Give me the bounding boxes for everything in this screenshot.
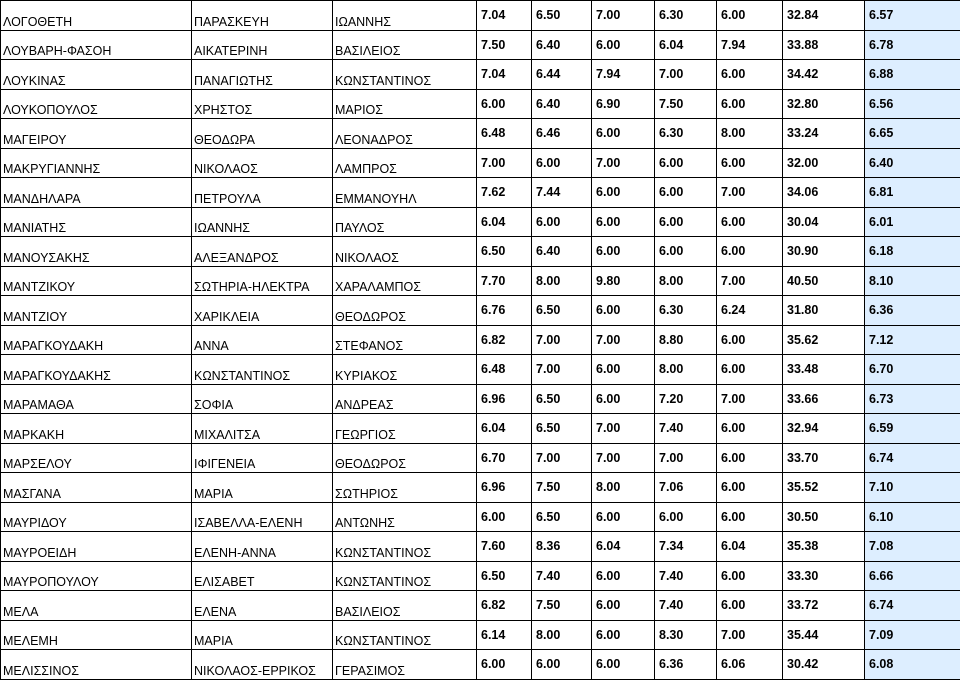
grade-2-cell: 7.00 [532, 325, 592, 355]
grade-1-cell: 6.04 [477, 207, 532, 237]
grade-2-cell: 7.00 [532, 443, 592, 473]
grade-4-cell: 7.20 [655, 384, 717, 414]
grade-4-cell: 6.00 [655, 237, 717, 267]
first-name-cell: ΜΙΧΑΛΙΤΣΑ [192, 414, 333, 444]
grade-3-cell: 6.00 [592, 650, 655, 680]
grade-5-cell: 6.00 [717, 207, 783, 237]
grade-2-cell: 6.00 [532, 207, 592, 237]
grade-1-cell: 6.00 [477, 502, 532, 532]
grade-1-cell: 7.62 [477, 178, 532, 208]
surname-cell: ΜΕΛΕΜΗ [1, 620, 192, 650]
first-name-cell: ΣΟΦΙΑ [192, 384, 333, 414]
average-cell: 6.01 [865, 207, 960, 237]
grade-3-cell: 9.80 [592, 266, 655, 296]
grade-4-cell: 7.34 [655, 532, 717, 562]
first-name-cell: ΝΙΚΟΛΑΟΣ [192, 148, 333, 178]
table-row [1, 89, 960, 119]
grade-3-cell: 6.00 [592, 561, 655, 591]
table-row [1, 148, 960, 178]
total-cell: 33.88 [783, 30, 865, 60]
average-cell: 6.74 [865, 591, 960, 621]
father-name-cell: ΚΩΝΣΤΑΝΤΙΝΟΣ [333, 561, 477, 591]
grade-4-cell: 6.30 [655, 296, 717, 326]
grade-1-cell: 6.14 [477, 620, 532, 650]
total-cell: 35.38 [783, 532, 865, 562]
grade-1-cell: 7.04 [477, 60, 532, 90]
father-name-cell: ΒΑΣΙΛΕΙΟΣ [333, 30, 477, 60]
grade-2-cell: 6.50 [532, 1, 592, 31]
surname-cell: ΜΑΡΑΓΚΟΥΔΑΚΗΣ [1, 355, 192, 385]
surname-cell: ΛΟΥΒΑΡΗ-ΦΑΣΟΗ [1, 30, 192, 60]
grade-3-cell: 7.94 [592, 60, 655, 90]
father-name-cell: ΒΑΣΙΛΕΙΟΣ [333, 591, 477, 621]
grade-3-cell: 6.90 [592, 89, 655, 119]
father-name-cell: ΝΙΚΟΛΑΟΣ [333, 237, 477, 267]
total-cell: 30.90 [783, 237, 865, 267]
first-name-cell: ΝΙΚΟΛΑΟΣ-ΕΡΡΙΚΟΣ [192, 650, 333, 680]
grade-5-cell: 6.00 [717, 148, 783, 178]
first-name-cell: ΜΑΡΙΑ [192, 473, 333, 503]
grade-1-cell: 6.48 [477, 119, 532, 149]
first-name-cell: ΘΕΟΔΩΡΑ [192, 119, 333, 149]
average-cell: 6.40 [865, 148, 960, 178]
average-cell: 7.09 [865, 620, 960, 650]
grade-3-cell: 6.00 [592, 355, 655, 385]
grade-3-cell: 6.00 [592, 296, 655, 326]
average-cell: 8.10 [865, 266, 960, 296]
grade-4-cell: 7.00 [655, 443, 717, 473]
table-row [1, 266, 960, 296]
table-row [1, 414, 960, 444]
average-cell: 7.10 [865, 473, 960, 503]
first-name-cell: ΕΛΕΝΗ-ΑΝΝΑ [192, 532, 333, 562]
grade-4-cell: 6.30 [655, 119, 717, 149]
grade-2-cell: 8.36 [532, 532, 592, 562]
grade-5-cell: 6.00 [717, 414, 783, 444]
surname-cell: ΜΕΛΑ [1, 591, 192, 621]
grade-2-cell: 6.40 [532, 237, 592, 267]
father-name-cell: ΣΤΕΦΑΝΟΣ [333, 325, 477, 355]
grade-2-cell: 7.44 [532, 178, 592, 208]
average-cell: 6.56 [865, 89, 960, 119]
first-name-cell: ΑΛΕΞΑΝΔΡΟΣ [192, 237, 333, 267]
grade-3-cell: 6.00 [592, 237, 655, 267]
average-cell: 6.70 [865, 355, 960, 385]
surname-cell: ΜΑΡΑΜΑΘΑ [1, 384, 192, 414]
table-row [1, 60, 960, 90]
surname-cell: ΜΑΥΡΟΠΟΥΛΟΥ [1, 561, 192, 591]
father-name-cell: ΑΝΔΡΕΑΣ [333, 384, 477, 414]
grade-1-cell: 7.60 [477, 532, 532, 562]
surname-cell: ΜΑΝΟΥΣΑΚΗΣ [1, 237, 192, 267]
grade-3-cell: 6.00 [592, 502, 655, 532]
total-cell: 35.52 [783, 473, 865, 503]
table-row [1, 325, 960, 355]
grade-2-cell: 8.00 [532, 266, 592, 296]
grade-1-cell: 6.00 [477, 89, 532, 119]
grade-4-cell: 6.30 [655, 1, 717, 31]
surname-cell: ΛΟΥΚΟΠΟΥΛΟΣ [1, 89, 192, 119]
total-cell: 33.66 [783, 384, 865, 414]
grade-3-cell: 6.00 [592, 178, 655, 208]
table-row [1, 650, 960, 680]
grade-2-cell: 6.00 [532, 650, 592, 680]
father-name-cell: ΙΩΑΝΝΗΣ [333, 1, 477, 31]
grade-1-cell: 6.50 [477, 237, 532, 267]
father-name-cell: ΚΩΝΣΤΑΝΤΙΝΟΣ [333, 620, 477, 650]
total-cell: 35.44 [783, 620, 865, 650]
first-name-cell: ΙΣΑΒΕΛΛΑ-ΕΛΕΝΗ [192, 502, 333, 532]
father-name-cell: ΑΝΤΩΝΗΣ [333, 502, 477, 532]
grade-3-cell: 7.00 [592, 1, 655, 31]
grade-5-cell: 6.00 [717, 89, 783, 119]
total-cell: 31.80 [783, 296, 865, 326]
father-name-cell: ΠΑΥΛΟΣ [333, 207, 477, 237]
first-name-cell: ΙΦΙΓΕΝΕΙΑ [192, 443, 333, 473]
table-row [1, 591, 960, 621]
first-name-cell: ΠΕΤΡΟΥΛΑ [192, 178, 333, 208]
first-name-cell: ΠΑΡΑΣΚΕΥΗ [192, 1, 333, 31]
grade-5-cell: 6.00 [717, 591, 783, 621]
average-cell: 6.65 [865, 119, 960, 149]
grade-4-cell: 7.40 [655, 561, 717, 591]
grade-5-cell: 6.00 [717, 561, 783, 591]
total-cell: 34.06 [783, 178, 865, 208]
grade-2-cell: 7.40 [532, 561, 592, 591]
grade-2-cell: 7.00 [532, 355, 592, 385]
first-name-cell: ΑΝΝΑ [192, 325, 333, 355]
grade-1-cell: 6.48 [477, 355, 532, 385]
grade-4-cell: 7.50 [655, 89, 717, 119]
grade-2-cell: 8.00 [532, 620, 592, 650]
surname-cell: ΜΑΥΡΙΔΟΥ [1, 502, 192, 532]
father-name-cell: ΕΜΜΑΝΟΥΗΛ [333, 178, 477, 208]
grade-3-cell: 6.00 [592, 384, 655, 414]
surname-cell: ΜΑΡΣΕΛΟΥ [1, 443, 192, 473]
grade-5-cell: 6.00 [717, 1, 783, 31]
grade-2-cell: 6.44 [532, 60, 592, 90]
table-row [1, 443, 960, 473]
average-cell: 6.74 [865, 443, 960, 473]
grade-1-cell: 7.50 [477, 30, 532, 60]
first-name-cell: ΕΛΙΣΑΒΕΤ [192, 561, 333, 591]
father-name-cell: ΚΩΝΣΤΑΝΤΙΝΟΣ [333, 532, 477, 562]
grade-4-cell: 6.00 [655, 148, 717, 178]
first-name-cell: ΚΩΝΣΤΑΝΤΙΝΟΣ [192, 355, 333, 385]
surname-cell: ΜΑΡΚΑΚΗ [1, 414, 192, 444]
grade-1-cell: 6.96 [477, 473, 532, 503]
total-cell: 32.80 [783, 89, 865, 119]
grade-5-cell: 6.00 [717, 473, 783, 503]
total-cell: 35.62 [783, 325, 865, 355]
table-row [1, 1, 960, 31]
grade-2-cell: 6.00 [532, 148, 592, 178]
grade-4-cell: 7.00 [655, 60, 717, 90]
table-row [1, 384, 960, 414]
total-cell: 32.84 [783, 1, 865, 31]
grade-2-cell: 6.50 [532, 384, 592, 414]
total-cell: 32.94 [783, 414, 865, 444]
grade-2-cell: 6.40 [532, 89, 592, 119]
total-cell: 30.04 [783, 207, 865, 237]
table-row [1, 355, 960, 385]
table-row [1, 119, 960, 149]
father-name-cell: ΓΕΩΡΓΙΟΣ [333, 414, 477, 444]
table-row [1, 561, 960, 591]
table-row [1, 532, 960, 562]
grade-2-cell: 7.50 [532, 473, 592, 503]
father-name-cell: ΚΩΝΣΤΑΝΤΙΝΟΣ [333, 60, 477, 90]
average-cell: 6.36 [865, 296, 960, 326]
father-name-cell: ΓΕΡΑΣΙΜΟΣ [333, 650, 477, 680]
grade-3-cell: 6.00 [592, 119, 655, 149]
surname-cell: ΜΕΛΙΣΣΙΝΟΣ [1, 650, 192, 680]
table-row [1, 237, 960, 267]
grade-3-cell: 7.00 [592, 148, 655, 178]
grade-1-cell: 6.00 [477, 650, 532, 680]
total-cell: 30.42 [783, 650, 865, 680]
average-cell: 6.81 [865, 178, 960, 208]
table-row [1, 178, 960, 208]
grade-3-cell: 6.00 [592, 591, 655, 621]
grade-4-cell: 8.00 [655, 266, 717, 296]
grade-5-cell: 6.06 [717, 650, 783, 680]
surname-cell: ΜΑΣΓΑΝΑ [1, 473, 192, 503]
grade-5-cell: 6.00 [717, 237, 783, 267]
surname-cell: ΜΑΚΡΥΓΙΑΝΝΗΣ [1, 148, 192, 178]
surname-cell: ΜΑΓΕΙΡΟΥ [1, 119, 192, 149]
first-name-cell: ΠΑΝΑΓΙΩΤΗΣ [192, 60, 333, 90]
average-cell: 6.08 [865, 650, 960, 680]
grade-4-cell: 8.30 [655, 620, 717, 650]
first-name-cell: ΧΑΡΙΚΛΕΙΑ [192, 296, 333, 326]
total-cell: 33.48 [783, 355, 865, 385]
total-cell: 33.24 [783, 119, 865, 149]
surname-cell: ΜΑΝΔΗΛΑΡΑ [1, 178, 192, 208]
surname-cell: ΜΑΡΑΓΚΟΥΔΑΚΗ [1, 325, 192, 355]
grade-1-cell: 7.04 [477, 1, 532, 31]
grade-2-cell: 7.50 [532, 591, 592, 621]
grade-5-cell: 7.00 [717, 384, 783, 414]
table-row [1, 502, 960, 532]
surname-cell: ΜΑΝΤΖΙΚΟΥ [1, 266, 192, 296]
total-cell: 33.72 [783, 591, 865, 621]
grade-4-cell: 8.80 [655, 325, 717, 355]
surname-cell: ΜΑΝΙΑΤΗΣ [1, 207, 192, 237]
first-name-cell: ΙΩΑΝΝΗΣ [192, 207, 333, 237]
grade-3-cell: 8.00 [592, 473, 655, 503]
grade-3-cell: 6.00 [592, 620, 655, 650]
average-cell: 7.08 [865, 532, 960, 562]
grade-2-cell: 6.50 [532, 414, 592, 444]
grade-5-cell: 7.00 [717, 178, 783, 208]
grade-4-cell: 7.40 [655, 414, 717, 444]
grade-5-cell: 6.24 [717, 296, 783, 326]
first-name-cell: ΣΩΤΗΡΙΑ-ΗΛΕΚΤΡΑ [192, 266, 333, 296]
table-row [1, 207, 960, 237]
surname-cell: ΛΟΥΚΙΝΑΣ [1, 60, 192, 90]
total-cell: 40.50 [783, 266, 865, 296]
grade-3-cell: 7.00 [592, 443, 655, 473]
grade-3-cell: 6.04 [592, 532, 655, 562]
grade-4-cell: 8.00 [655, 355, 717, 385]
grade-5-cell: 6.00 [717, 443, 783, 473]
first-name-cell: ΑΙΚΑΤΕΡΙΝΗ [192, 30, 333, 60]
father-name-cell: ΛΑΜΠΡΟΣ [333, 148, 477, 178]
grade-1-cell: 6.82 [477, 325, 532, 355]
grade-1-cell: 6.04 [477, 414, 532, 444]
grade-5-cell: 6.00 [717, 325, 783, 355]
grade-4-cell: 6.36 [655, 650, 717, 680]
grade-4-cell: 7.06 [655, 473, 717, 503]
total-cell: 33.70 [783, 443, 865, 473]
average-cell: 6.88 [865, 60, 960, 90]
father-name-cell: ΚΥΡΙΑΚΟΣ [333, 355, 477, 385]
grade-2-cell: 6.40 [532, 30, 592, 60]
grade-5-cell: 6.00 [717, 502, 783, 532]
grade-4-cell: 6.00 [655, 178, 717, 208]
total-cell: 33.30 [783, 561, 865, 591]
first-name-cell: ΧΡΗΣΤΟΣ [192, 89, 333, 119]
grade-5-cell: 6.00 [717, 60, 783, 90]
grade-1-cell: 7.00 [477, 148, 532, 178]
grade-2-cell: 6.50 [532, 296, 592, 326]
grade-1-cell: 6.82 [477, 591, 532, 621]
average-cell: 6.73 [865, 384, 960, 414]
grade-3-cell: 6.00 [592, 207, 655, 237]
first-name-cell: ΜΑΡΙΑ [192, 620, 333, 650]
grade-4-cell: 6.04 [655, 30, 717, 60]
average-cell: 7.12 [865, 325, 960, 355]
total-cell: 30.50 [783, 502, 865, 532]
grade-1-cell: 7.70 [477, 266, 532, 296]
surname-cell: ΜΑΝΤΖΙΟΥ [1, 296, 192, 326]
average-cell: 6.78 [865, 30, 960, 60]
grade-5-cell: 8.00 [717, 119, 783, 149]
father-name-cell: ΣΩΤΗΡΙΟΣ [333, 473, 477, 503]
average-cell: 6.10 [865, 502, 960, 532]
total-cell: 32.00 [783, 148, 865, 178]
grade-3-cell: 7.00 [592, 414, 655, 444]
grade-2-cell: 6.46 [532, 119, 592, 149]
surname-cell: ΛΟΓΟΘΕΤΗ [1, 1, 192, 31]
grade-3-cell: 7.00 [592, 325, 655, 355]
average-cell: 6.66 [865, 561, 960, 591]
grade-5-cell: 6.00 [717, 355, 783, 385]
grade-5-cell: 6.04 [717, 532, 783, 562]
grade-4-cell: 7.40 [655, 591, 717, 621]
results-table-body [1, 1, 960, 680]
table-row [1, 296, 960, 326]
grade-4-cell: 6.00 [655, 502, 717, 532]
grade-1-cell: 6.96 [477, 384, 532, 414]
father-name-cell: ΘΕΟΔΩΡΟΣ [333, 296, 477, 326]
average-cell: 6.59 [865, 414, 960, 444]
grade-5-cell: 7.00 [717, 620, 783, 650]
first-name-cell: ΕΛΕΝΑ [192, 591, 333, 621]
grade-2-cell: 6.50 [532, 502, 592, 532]
table-row [1, 620, 960, 650]
grade-5-cell: 7.00 [717, 266, 783, 296]
grade-3-cell: 6.00 [592, 30, 655, 60]
average-cell: 6.57 [865, 1, 960, 31]
grade-1-cell: 6.50 [477, 561, 532, 591]
table-row [1, 30, 960, 60]
grade-5-cell: 7.94 [717, 30, 783, 60]
grade-4-cell: 6.00 [655, 207, 717, 237]
surname-cell: ΜΑΥΡΟΕΙΔΗ [1, 532, 192, 562]
total-cell: 34.42 [783, 60, 865, 90]
grade-1-cell: 6.76 [477, 296, 532, 326]
father-name-cell: ΧΑΡΑΛΑΜΠΟΣ [333, 266, 477, 296]
father-name-cell: ΛΕΟΝΑΔΡΟΣ [333, 119, 477, 149]
grade-1-cell: 6.70 [477, 443, 532, 473]
father-name-cell: ΜΑΡΙΟΣ [333, 89, 477, 119]
average-cell: 6.18 [865, 237, 960, 267]
father-name-cell: ΘΕΟΔΩΡΟΣ [333, 443, 477, 473]
table-row [1, 473, 960, 503]
